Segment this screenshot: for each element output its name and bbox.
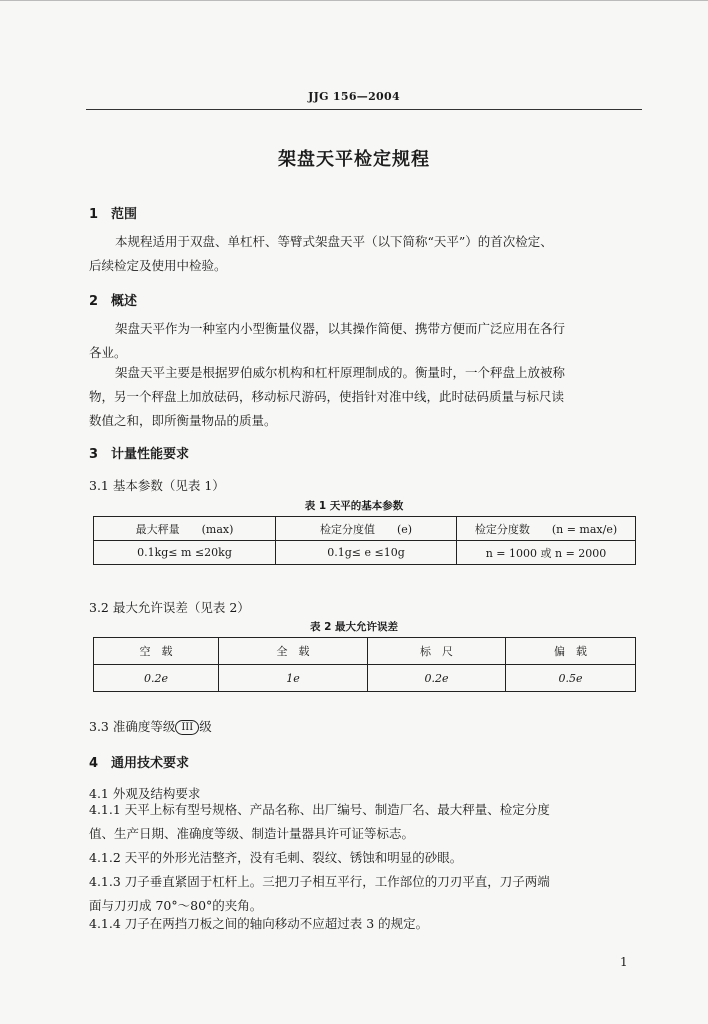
- table-header-cell: 全 载: [219, 638, 368, 665]
- table-2: [93, 637, 636, 692]
- section-1-heading: [89, 203, 137, 222]
- table-cell: 0.2e: [368, 665, 506, 692]
- section-number: 4: [89, 756, 99, 771]
- section-number: 2: [89, 294, 99, 309]
- text-line: 值、生产日期、准确度等级、制造计量器具许可证等标志。: [89, 826, 415, 841]
- section-2-paragraph-1: [89, 317, 645, 365]
- table-header-cell: 检定分度数 (n = max/e): [457, 517, 636, 541]
- subsection-4-1: 4.1 外观及结构要求: [89, 786, 201, 801]
- table-row: [94, 665, 636, 692]
- page-number: 1: [620, 955, 628, 969]
- table-cell: n = 1000 或 n = 2000: [457, 541, 636, 565]
- text-line: 4.1.3 刀子垂直紧固于杠杆上。三把刀子相互平行，工作部位的刀刃平直，刀子两端: [89, 874, 550, 889]
- text-line: 4.1.1 天平上标有型号规格、产品名称、出厂编号、制造厂名、最大秤量、检定分度: [89, 802, 550, 817]
- table-header-cell: 偏 载: [506, 638, 636, 665]
- subsection-suffix: 级: [199, 719, 212, 734]
- subsection-3-2: 3.2 最大允许误差（见表 2）: [89, 600, 250, 615]
- text-line: 各业。: [89, 345, 127, 360]
- text-line: 架盘天平主要是根据罗伯威尔机构和杠杆原理制成的。衡量时，一个秤盘上放被称: [115, 365, 566, 380]
- document-code-header: JJG 156—2004: [308, 90, 400, 103]
- section-title: 范围: [111, 207, 138, 222]
- clause-4-1-2: 4.1.2 天平的外形光洁整齐，没有毛刺、裂纹、锈蚀和明显的砂眼。: [89, 850, 463, 865]
- section-title: 计量性能要求: [111, 447, 190, 462]
- table-cell: 0.1kg≤ m ≤20kg: [94, 541, 276, 565]
- clause-4-1-1: [89, 798, 645, 846]
- table-header-row: [94, 517, 636, 541]
- table-header-cell: 最大秤量 (max): [94, 517, 276, 541]
- table-header-cell: 标 尺: [368, 638, 506, 665]
- table-cell: 0.1g≤ e ≤10g: [276, 541, 457, 565]
- text-line: 后续检定及使用中检验。: [89, 258, 227, 273]
- section-title: 概述: [111, 294, 138, 309]
- clause-4-1-3: [89, 870, 645, 918]
- section-2-paragraph-2: [89, 361, 645, 433]
- table-header-row: [94, 638, 636, 665]
- table-cell: 0.5e: [506, 665, 636, 692]
- table-row: [94, 541, 636, 565]
- section-1-paragraph: [89, 230, 645, 278]
- text-line: 数值之和，即所衡量物品的质量。: [89, 413, 277, 428]
- table-1: [93, 516, 636, 565]
- text-line: 架盘天平作为一种室内小型衡量仪器，以其操作简便、携带方便而广泛应用在各行: [115, 321, 566, 336]
- subsection-3-1: 3.1 基本参数（见表 1）: [89, 478, 225, 493]
- section-title: 通用技术要求: [111, 756, 190, 771]
- table-1-caption: 表 1 天平的基本参数: [304, 500, 404, 512]
- text-line: 本规程适用于双盘、单杠杆、等臂式架盘天平（以下简称“天平”）的首次检定、: [115, 234, 553, 249]
- clause-4-1-4: 4.1.4 刀子在两挡刀板之间的轴向移动不应超过表 3 的规定。: [89, 916, 429, 931]
- page-title: 架盘天平检定规程: [278, 149, 430, 170]
- top-edge: [0, 0, 708, 1]
- table-cell: 0.2e: [94, 665, 219, 692]
- text-line: 物，另一个秤盘上加放砝码，移动标尺游码，使指针对准中线，此时砝码质量与标尺读: [89, 389, 565, 404]
- section-2-heading: [89, 290, 137, 309]
- text-line: 面与刀刃成 70°～80°的夹角。: [89, 898, 263, 913]
- accuracy-class-badge: III: [175, 720, 199, 735]
- subsection-label: 3.3 准确度等级: [89, 719, 176, 734]
- subsection-3-3: [89, 717, 212, 735]
- header-rule: [86, 109, 642, 110]
- section-number: 3: [89, 447, 99, 462]
- section-4-heading: [89, 752, 189, 771]
- section-number: 1: [89, 207, 99, 222]
- section-3-heading: [89, 443, 189, 462]
- table-2-caption: 表 2 最大允许误差: [309, 621, 399, 633]
- table-header-cell: 空 载: [94, 638, 219, 665]
- table-cell: 1e: [219, 665, 368, 692]
- table-header-cell: 检定分度值 (e): [276, 517, 457, 541]
